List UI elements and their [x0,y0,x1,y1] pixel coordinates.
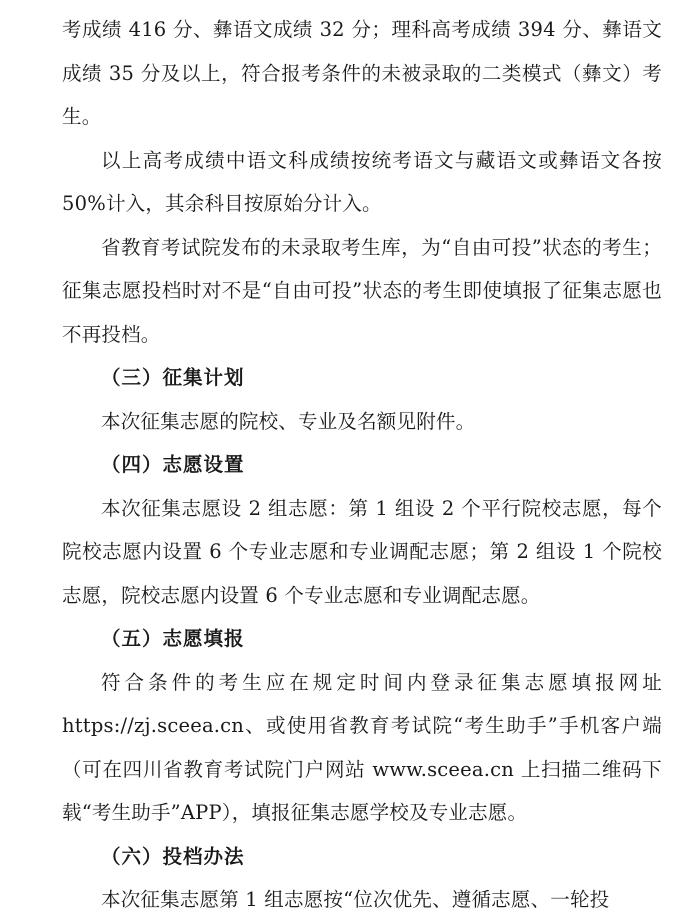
heading-section-three: （三）征集计划 [101,366,245,389]
heading-section-six: （六）投档办法 [101,844,245,868]
heading-section-five: （五）志愿填报 [101,627,245,650]
document-body [62,8,662,922]
paragraph-free-status: 省教育考试院发布的未录取考生库，为“自由可投”状态的考生；征集志愿投档时对不是“自由可投”状态的考生即使填报了征集志愿也不再投档。 [62,235,662,346]
paragraph-setting-detail: 本次征集志愿设 2 组志愿：第 1 组设 2 个平行院校志愿，每个院校志愿内设置 6 个专业志愿和专业调配志愿；第 2 组设 1 个院校志愿，院校志愿内设置 6 个专业志愿和专业调配志愿。 [62,496,662,607]
paragraph-fill-detail: 符合条件的考生应在规定时间内登录征集志愿填报网址 https://zj.sceea.cn、或使用省教育考试院“考生助手”手机客户端（可在四川省教育考试院门户网站 www.sceea.cn 上扫描二维码下载“考生助手”APP），填报征集志愿学校及专业志愿。 [62,670,662,824]
paragraph-score-conversion: 以上高考成绩中语文科成绩按统考语文与藏语文或彝语文各按 50%计入，其余科目按原始分计入。 [62,148,662,215]
paragraph-plan-detail: 本次征集志愿的院校、专业及名额见附件。 [101,409,476,433]
paragraph-method-detail: 本次征集志愿第 1 组志愿按“位次优先、遵循志愿、一轮投 [101,888,610,911]
paragraph-continued-scores: 考成绩 416 分、彝语文成绩 32 分；理科高考成绩 394 分、彝语文成绩 35 分及以上，符合报考条件的未被录取的二类模式（彝文）考生。 [62,18,662,128]
heading-section-four: （四）志愿设置 [101,453,245,476]
